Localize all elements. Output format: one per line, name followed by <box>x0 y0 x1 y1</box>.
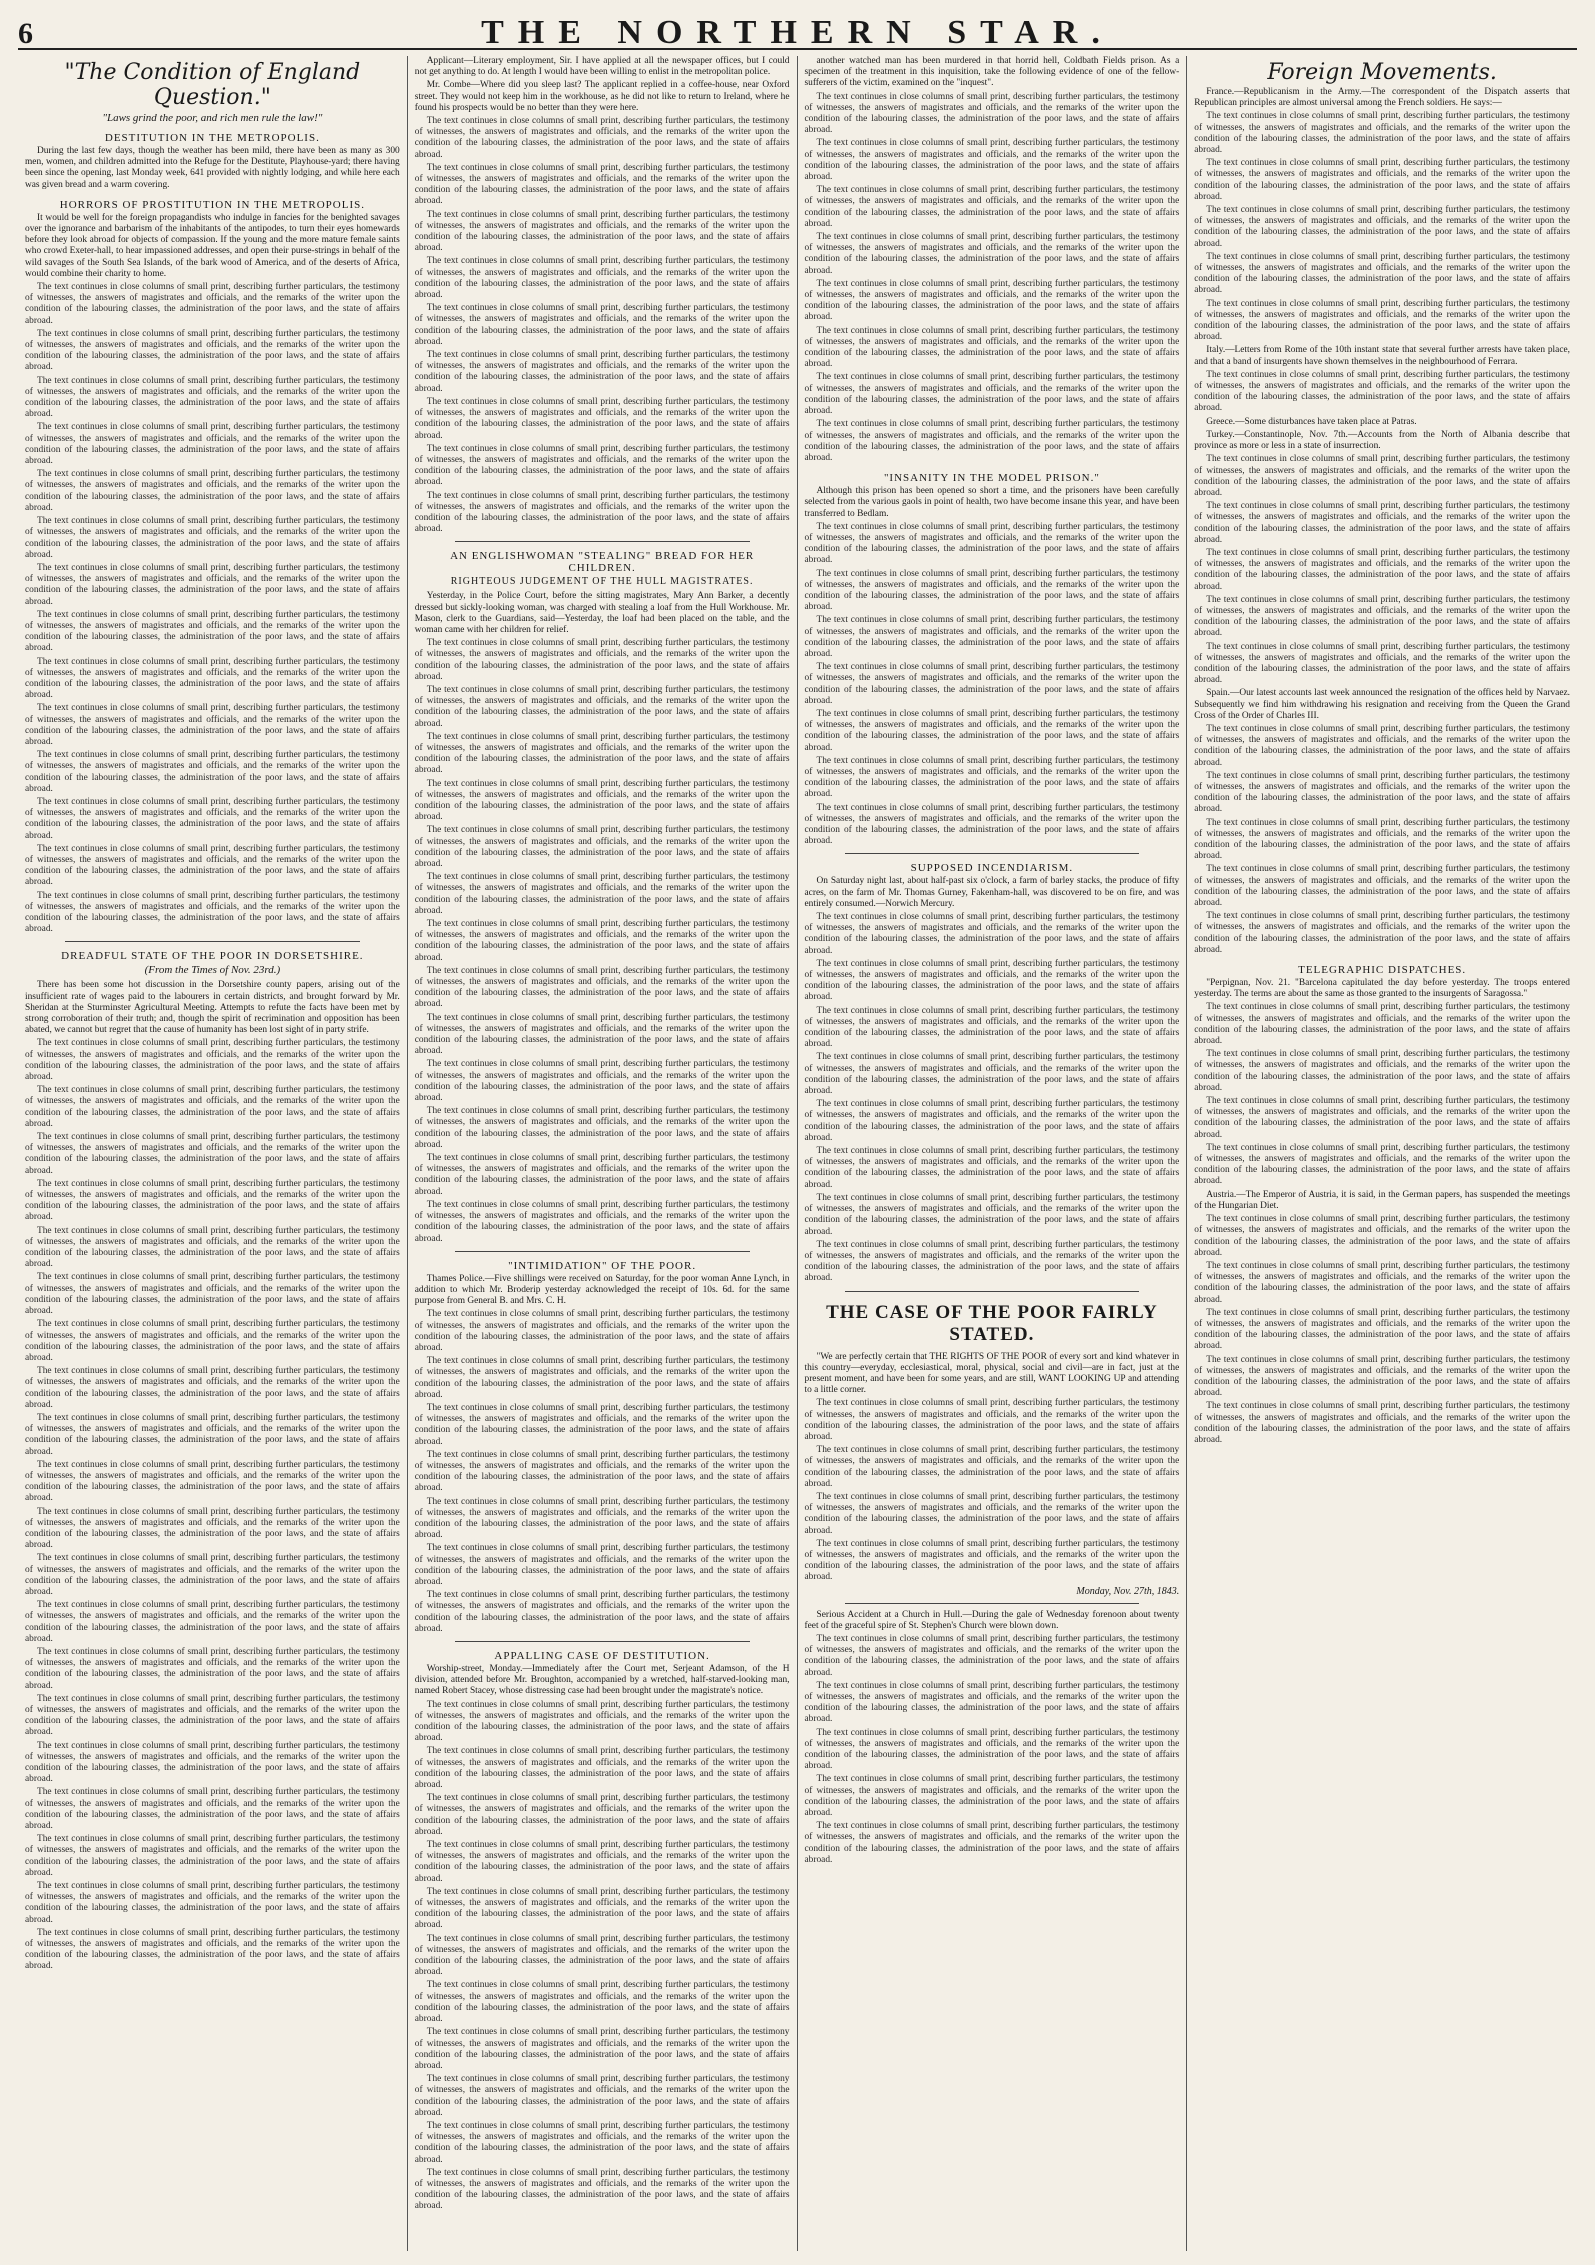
article-paragraph: The text continues in close columns of small print, describing further particulars, the testimony of witnesses, the answers of magistrates and officials, and the remarks of the writer upon the condition of the labouring classes, the administration of the poor laws, and the state of affairs abroad. <box>414 350 790 394</box>
article-paragraph: The text continues in close columns of small print, describing further particulars, the testimony of witnesses, the answers of magistrates and officials, and the remarks of the writer upon the condition of the labouring classes, the administration of the poor laws, and the state of affairs abroad. <box>1194 817 1570 862</box>
article-paragraph: The text continues in close columns of small print, describing further particulars, the testimony of witnesses, the answers of magistrates and officials, and the remarks of the writer upon the condition of the labouring classes, the administration of the poor laws, and the state of affairs abroad. <box>804 1491 1180 1536</box>
article-paragraph: The text continues in close columns of small print, describing further particulars, the testimony of witnesses, the answers of magistrates and officials, and the remarks of the writer upon the condition of the labouring classes, the administration of the poor laws, and the state of affairs abroad. <box>804 1239 1180 1284</box>
article-paragraph: The text continues in close columns of small print, describing further particulars, the testimony of witnesses, the answers of magistrates and officials, and the remarks of the writer upon the condition of the labouring classes, the administration of the poor laws, and the state of affairs abroad. <box>414 731 790 776</box>
article-paragraph: Yesterday, in the Police Court, before the sitting magistrates, Mary Ann Barker, a decently dressed but sickly-looking woman, was charged with stealing a loaf from the Hull Workhouse. Mr. Mason, clerk to the Guardians, said—Yesterday, the loaf had been placed on the table, and the woman came with her children for relief. <box>414 591 790 635</box>
article-paragraph: The text continues in close columns of small print, describing further particulars, the testimony of witnesses, the answers of magistrates and officials, and the remarks of the writer upon the condition of the labouring classes, the administration of the poor laws, and the state of affairs abroad. <box>25 1693 400 1738</box>
article-paragraph: The text continues in close columns of small print, describing further particulars, the testimony of witnesses, the answers of magistrates and officials, and the remarks of the writer upon the condition of the labouring classes, the administration of the poor laws, and the state of affairs abroad. <box>1194 205 1570 249</box>
article-headline: THE CASE OF THE POOR FAIRLY <box>826 1301 1158 1323</box>
article-paragraph: The text continues in close columns of small print, describing further particulars, the testimony of witnesses, the answers of magistrates and officials, and the remarks of the writer upon the condition of the labouring classes, the administration of the poor laws, and the state of affairs abroad. <box>804 278 1180 323</box>
article-paragraph: The text continues in close columns of small print, describing further particulars, the testimony of witnesses, the answers of magistrates and officials, and the remarks of the writer upon the condition of the labouring classes, the administration of the poor laws, and the state of affairs abroad. <box>1194 1142 1570 1187</box>
article-paragraph: The text continues in close columns of small print, describing further particulars, the testimony of witnesses, the answers of magistrates and officials, and the remarks of the writer upon the condition of the labouring classes, the administration of the poor laws, and the state of affairs abroad. <box>414 2167 790 2212</box>
article-paragraph: Mr. Combe—Where did you sleep last? The applicant replied in a coffee-house, near Oxford street. They would not keep him in the workhouse, as he did not like to return to Ireland, where he found his prospects would be no better than they were here. <box>414 80 790 113</box>
article-title: DREADFUL STATE OF THE POOR IN DORSETSHIRE. <box>61 950 364 963</box>
article-paragraph: Worship-street, Monday.—Immediately after the Court met, Serjeant Adamson, of the H division, attended before Mr. Broughton, accompanied by a wretched, half-starved-looking man, named Robert Stacey, whose distressing case had been brought under the magistrate's notice. <box>414 1664 790 1697</box>
article-paragraph: The text continues in close columns of small print, describing further particulars, the testimony of witnesses, the answers of magistrates and officials, and the remarks of the writer upon the condition of the labouring classes, the administration of the poor laws, and the state of affairs abroad. <box>25 1459 400 1504</box>
article-paragraph: France.—Republicanism in the Army.—The correspondent of the Dispatch asserts that Republican principles are almost universal among the French soldiers. He says:— <box>1194 87 1570 109</box>
article-paragraph: The text continues in close columns of small print, describing further particulars, the testimony of witnesses, the answers of magistrates and officials, and the remarks of the writer upon the condition of the labouring classes, the administration of the poor laws, and the state of affairs abroad. <box>25 1553 400 1597</box>
article-title: TELEGRAPHIC DISPATCHES. <box>1298 964 1467 977</box>
article-title: DESTITUTION IN THE METROPOLIS. <box>104 132 320 144</box>
article-paragraph: The text continues in close columns of small print, describing further particulars, the testimony of witnesses, the answers of magistrates and officials, and the remarks of the writer upon the condition of the labouring classes, the administration of the poor laws, and the state of affairs abroad. <box>414 1356 790 1400</box>
article-paragraph: The text continues in close columns of small print, describing further particulars, the testimony of witnesses, the answers of magistrates and officials, and the remarks of the writer upon the condition of the labouring classes, the administration of the poor laws, and the state of affairs abroad. <box>1194 594 1570 639</box>
article-title: "INSANITY IN THE MODEL PRISON." <box>883 472 1100 485</box>
article-paragraph: The text continues in close columns of small print, describing further particulars, the testimony of witnesses, the answers of magistrates and officials, and the remarks of the writer upon the condition of the labouring classes, the administration of the poor laws, and the state of affairs abroad. <box>1194 911 1570 955</box>
article-paragraph: Greece.—Some disturbances have taken place at Patras. <box>1206 416 1417 427</box>
article-paragraph: There has been some hot discussion in the Dorsetshire county papers, arising out of the insufficient rate of wages paid to the labourers in certain districts, and brought forward by Mr. Sheridan at the Sturminster Agricultural Meeting. Attempts to refute the facts have been met by strong corroboration of their truth; and, though the spirit of recrimination and opposition has been abated, we cannot but regret that the cause of humanity has been lost sight of in party strife. <box>25 980 400 1036</box>
article-paragraph: The text continues in close columns of small print, describing further particulars, the testimony of witnesses, the answers of magistrates and officials, and the remarks of the writer upon the condition of the labouring classes, the administration of the poor laws, and the state of affairs abroad. <box>414 1153 790 1197</box>
article-paragraph: The text continues in close columns of small print, describing further particulars, the testimony of witnesses, the answers of magistrates and officials, and the remarks of the writer upon the condition of the labouring classes, the administration of the poor laws, and the state of affairs abroad. <box>25 1319 400 1363</box>
article-paragraph: The text continues in close columns of small print, describing further particulars, the testimony of witnesses, the answers of magistrates and officials, and the remarks of the writer upon the condition of the labouring classes, the administration of the poor laws, and the state of affairs abroad. <box>414 1840 790 1884</box>
article-paragraph: The text continues in close columns of small print, describing further particulars, the testimony of witnesses, the answers of magistrates and officials, and the remarks of the writer upon the condition of the labouring classes, the administration of the poor laws, and the state of affairs abroad. <box>25 1787 400 1832</box>
article-paragraph: Serious Accident at a Church in Hull.—During the gale of Wednesday forenoon about twenty feet of the graceful spire of St. Stephen's Church were blown down. <box>804 1609 1180 1631</box>
column-4 <box>1187 56 1577 2251</box>
article-paragraph: The text continues in close columns of small print, describing further particulars, the testimony of witnesses, the answers of magistrates and officials, and the remarks of the writer upon the condition of the labouring classes, the administration of the poor laws, and the state of affairs abroad. <box>804 802 1180 847</box>
article-subtitle: RIGHTEOUS JUDGEMENT OF THE HULL MAGISTRATES. <box>450 576 754 588</box>
article-paragraph: The text continues in close columns of small print, describing further particulars, the testimony of witnesses, the answers of magistrates and officials, and the remarks of the writer upon the condition of the labouring classes, the administration of the poor laws, and the state of affairs abroad. <box>1194 1260 1570 1305</box>
article-paragraph: The text continues in close columns of small print, describing further particulars, the testimony of witnesses, the answers of magistrates and officials, and the remarks of the writer upon the condition of the labouring classes, the administration of the poor laws, and the state of affairs abroad. <box>414 256 790 301</box>
article-paragraph: The text continues in close columns of small print, describing further particulars, the testimony of witnesses, the answers of magistrates and officials, and the remarks of the writer upon the condition of the labouring classes, the administration of the poor laws, and the state of affairs abroad. <box>25 1740 400 1785</box>
divider <box>455 1641 750 1642</box>
column-3 <box>798 56 1188 2251</box>
article-date: Monday, Nov. 27th, 1843. <box>1076 1585 1180 1597</box>
article-paragraph: The text continues in close columns of small print, describing further particulars, the testimony of witnesses, the answers of magistrates and officials, and the remarks of the writer upon the condition of the labouring classes, the administration of the poor laws, and the state of affairs abroad. <box>414 1746 790 1791</box>
article-paragraph: The text continues in close columns of small print, describing further particulars, the testimony of witnesses, the answers of magistrates and officials, and the remarks of the writer upon the condition of the labouring classes, the administration of the poor laws, and the state of affairs abroad. <box>414 1590 790 1634</box>
article-paragraph: The text continues in close columns of small print, describing further particulars, the testimony of witnesses, the answers of magistrates and officials, and the remarks of the writer upon the condition of the labouring classes, the administration of the poor laws, and the state of affairs abroad. <box>1194 1401 1570 1445</box>
article-title: SUPPOSED INCENDIARISM. <box>910 862 1074 875</box>
page-number: 6 <box>18 17 33 50</box>
article-paragraph: The text continues in close columns of small print, describing further particulars, the testimony of witnesses, the answers of magistrates and officials, and the remarks of the writer upon the condition of the labouring classes, the administration of the poor laws, and the state of affairs abroad. <box>25 1038 400 1083</box>
article-paragraph: The text continues in close columns of small print, describing further particulars, the testimony of witnesses, the answers of magistrates and officials, and the remarks of the writer upon the condition of the labouring classes, the administration of the poor laws, and the state of affairs abroad. <box>25 1506 400 1551</box>
column-2 <box>408 56 798 2251</box>
article-paragraph: The text continues in close columns of small print, describing further particulars, the testimony of witnesses, the answers of magistrates and officials, and the remarks of the writer upon the condition of the labouring classes, the administration of the poor laws, and the state of affairs abroad. <box>804 708 1180 753</box>
article-paragraph: The text continues in close columns of small print, describing further particulars, the testimony of witnesses, the answers of magistrates and officials, and the remarks of the writer upon the condition of the labouring classes, the administration of the poor laws, and the state of affairs abroad. <box>804 1633 1180 1678</box>
article-paragraph: The text continues in close columns of small print, describing further particulars, the testimony of witnesses, the answers of magistrates and officials, and the remarks of the writer upon the condition of the labouring classes, the administration of the poor laws, and the state of affairs abroad. <box>25 750 400 794</box>
divider <box>455 541 750 542</box>
article-paragraph: The text continues in close columns of small print, describing further particulars, the testimony of witnesses, the answers of magistrates and officials, and the remarks of the writer upon the condition of the labouring classes, the administration of the poor laws, and the state of affairs abroad. <box>25 1272 400 1317</box>
article-paragraph: The text continues in close columns of small print, describing further particulars, the testimony of witnesses, the answers of magistrates and officials, and the remarks of the writer upon the condition of the labouring classes, the administration of the poor laws, and the state of affairs abroad. <box>25 609 400 654</box>
article-paragraph: The text continues in close columns of small print, describing further particulars, the testimony of witnesses, the answers of magistrates and officials, and the remarks of the writer upon the condition of the labouring classes, the administration of the poor laws, and the state of affairs abroad. <box>414 778 790 823</box>
article-paragraph: The text continues in close columns of small print, describing further particulars, the testimony of witnesses, the answers of magistrates and officials, and the remarks of the writer upon the condition of the labouring classes, the administration of the poor laws, and the state of affairs abroad. <box>414 919 790 963</box>
article-paragraph: The text continues in close columns of small print, describing further particulars, the testimony of witnesses, the answers of magistrates and officials, and the remarks of the writer upon the condition of the labouring classes, the administration of the poor laws, and the state of affairs abroad. <box>25 375 400 420</box>
article-paragraph: The text continues in close columns of small print, describing further particulars, the testimony of witnesses, the answers of magistrates and officials, and the remarks of the writer upon the condition of the labouring classes, the administration of the poor laws, and the state of affairs abroad. <box>1194 547 1570 592</box>
motto: "Laws grind the poor, and rich men rule the law!" <box>102 112 323 124</box>
article-paragraph: The text continues in close columns of small print, describing further particulars, the testimony of witnesses, the answers of magistrates and officials, and the remarks of the writer upon the condition of the labouring classes, the administration of the poor laws, and the state of affairs abroad. <box>1194 454 1570 498</box>
article-title: APPALLING CASE OF DESTITUTION. <box>494 1650 710 1662</box>
article-paragraph: "Perpignan, Nov. 21. "Barcelona capitulated the day before yesterday. The troops entered yesterday. The terms are about the same as those granted to the insurgents of Saragossa." <box>1194 978 1570 1000</box>
article-paragraph: The text continues in close columns of small print, describing further particulars, the testimony of witnesses, the answers of magistrates and officials, and the remarks of the writer upon the condition of the labouring classes, the administration of the poor laws, and the state of affairs abroad. <box>804 958 1180 1003</box>
article-paragraph: The text continues in close columns of small print, describing further particulars, the testimony of witnesses, the answers of magistrates and officials, and the remarks of the writer upon the condition of the labouring classes, the administration of the poor laws, and the state of affairs abroad. <box>25 1834 400 1878</box>
article-paragraph: The text continues in close columns of small print, describing further particulars, the testimony of witnesses, the answers of magistrates and officials, and the remarks of the writer upon the condition of the labouring classes, the administration of the poor laws, and the state of affairs abroad. <box>414 1012 790 1057</box>
article-paragraph: The text continues in close columns of small print, describing further particulars, the testimony of witnesses, the answers of magistrates and officials, and the remarks of the writer upon the condition of the labouring classes, the administration of the poor laws, and the state of affairs abroad. <box>25 1225 400 1270</box>
article-paragraph: The text continues in close columns of small print, describing further particulars, the testimony of witnesses, the answers of magistrates and officials, and the remarks of the writer upon the condition of the labouring classes, the administration of the poor laws, and the state of affairs abroad. <box>1194 1214 1570 1258</box>
article-title: HORRORS OF PROSTITUTION IN THE METROPOLIS. <box>59 198 365 211</box>
article-paragraph: The text continues in close columns of small print, describing further particulars, the testimony of witnesses, the answers of magistrates and officials, and the remarks of the writer upon the condition of the labouring classes, the administration of the poor laws, and the state of affairs abroad. <box>804 138 1180 183</box>
divider <box>845 1291 1140 1292</box>
divider <box>845 853 1140 854</box>
article-paragraph: The text continues in close columns of small print, describing further particulars, the testimony of witnesses, the answers of magistrates and officials, and the remarks of the writer upon the condition of the labouring classes, the administration of the poor laws, and the state of affairs abroad. <box>25 516 400 560</box>
article-title: "INTIMIDATION" OF THE POOR. <box>508 1259 697 1272</box>
article-paragraph: The text continues in close columns of small print, describing further particulars, the testimony of witnesses, the answers of magistrates and officials, and the remarks of the writer upon the condition of the labouring classes, the administration of the poor laws, and the state of affairs abroad. <box>414 1699 790 1744</box>
article-paragraph: The text continues in close columns of small print, describing further particulars, the testimony of witnesses, the answers of magistrates and officials, and the remarks of the writer upon the condition of the labouring classes, the administration of the poor laws, and the state of affairs abroad. <box>804 1538 1180 1583</box>
article-paragraph: The text continues in close columns of small print, describing further particulars, the testimony of witnesses, the answers of magistrates and officials, and the remarks of the writer upon the condition of the labouring classes, the administration of the poor laws, and the state of affairs abroad. <box>804 325 1180 370</box>
divider <box>65 941 360 942</box>
article-paragraph: The text continues in close columns of small print, describing further particulars, the testimony of witnesses, the answers of magistrates and officials, and the remarks of the writer upon the condition of the labouring classes, the administration of the poor laws, and the state of affairs abroad. <box>804 1192 1180 1237</box>
article-paragraph: The text continues in close columns of small print, describing further particulars, the testimony of witnesses, the answers of magistrates and officials, and the remarks of the writer upon the condition of the labouring classes, the administration of the poor laws, and the state of affairs abroad. <box>25 282 400 326</box>
article-paragraph: The text continues in close columns of small print, describing further particulars, the testimony of witnesses, the answers of magistrates and officials, and the remarks of the writer upon the condition of the labouring classes, the administration of the poor laws, and the state of affairs abroad. <box>1194 641 1570 686</box>
article-paragraph: The text continues in close columns of small print, describing further particulars, the testimony of witnesses, the answers of magistrates and officials, and the remarks of the writer upon the condition of the labouring classes, the administration of the poor laws, and the state of affairs abroad. <box>25 1178 400 1223</box>
article-paragraph: The text continues in close columns of small print, describing further particulars, the testimony of witnesses, the answers of magistrates and officials, and the remarks of the writer upon the condition of the labouring classes, the administration of the poor laws, and the state of affairs abroad. <box>414 1543 790 1587</box>
article-paragraph: The text continues in close columns of small print, describing further particulars, the testimony of witnesses, the answers of magistrates and officials, and the remarks of the writer upon the condition of the labouring classes, the administration of the poor laws, and the state of affairs abroad. <box>25 843 400 888</box>
article-headline: STATED. <box>949 1323 1035 1345</box>
article-paragraph: The text continues in close columns of small print, describing further particulars, the testimony of witnesses, the answers of magistrates and officials, and the remarks of the writer upon the condition of the labouring classes, the administration of the poor laws, and the state of affairs abroad. <box>1194 1049 1570 1093</box>
article-paragraph: Austria.—The Emperor of Austria, it is said, in the German papers, has suspended the meetings of the Hungarian Diet. <box>1194 1189 1570 1211</box>
article-paragraph: The text continues in close columns of small print, describing further particulars, the testimony of witnesses, the answers of magistrates and officials, and the remarks of the writer upon the condition of the labouring classes, the administration of the poor laws, and the state of affairs abroad. <box>414 303 790 347</box>
article-paragraph: The text continues in close columns of small print, describing further particulars, the testimony of witnesses, the answers of magistrates and officials, and the remarks of the writer upon the condition of the labouring classes, the administration of the poor laws, and the state of affairs abroad. <box>1194 298 1570 343</box>
article-paragraph: The text continues in close columns of small print, describing further particulars, the testimony of witnesses, the answers of magistrates and officials, and the remarks of the writer upon the condition of the labouring classes, the administration of the poor laws, and the state of affairs abroad. <box>1194 369 1570 414</box>
article-paragraph: The text continues in close columns of small print, describing further particulars, the testimony of witnesses, the answers of magistrates and officials, and the remarks of the writer upon the condition of the labouring classes, the administration of the poor laws, and the state of affairs abroad. <box>804 662 1180 706</box>
article-paragraph: The text continues in close columns of small print, describing further particulars, the testimony of witnesses, the answers of magistrates and officials, and the remarks of the writer upon the condition of the labouring classes, the administration of the poor laws, and the state of affairs abroad. <box>1194 501 1570 545</box>
article-paragraph: Spain.—Our latest accounts last week announced the resignation of the offices held by Narvaez. Subsequently we find him withdrawing his resignation and receiving from the Queen the Grand Cross of the Order of Charles III. <box>1194 688 1570 721</box>
article-title: AN ENGLISHWOMAN "STEALING" BREAD FOR HER CHILDREN. <box>450 550 755 575</box>
article-paragraph: The text continues in close columns of small print, describing further particulars, the testimony of witnesses, the answers of magistrates and officials, and the remarks of the writer upon the condition of the labouring classes, the administration of the poor laws, and the state of affairs abroad. <box>414 965 790 1010</box>
article-paragraph: "We are perfectly certain that THE RIGHTS OF THE POOR of every sort and kind whatever in this country—everyday, ecclesiastical, moral, physical, social and civil—are in fact, just at the present moment, and have been for some years, and are still, WANT LOOKING UP and attending to a little corner. <box>804 1351 1180 1396</box>
article-paragraph: The text continues in close columns of small print, describing further particulars, the testimony of witnesses, the answers of magistrates and officials, and the remarks of the writer upon the condition of the labouring classes, the administration of the poor laws, and the state of affairs abroad. <box>414 1199 790 1244</box>
section-heading: "The Condition of England Question." <box>64 60 361 110</box>
article-paragraph: The text continues in close columns of small print, describing further particulars, the testimony of witnesses, the answers of magistrates and officials, and the remarks of the writer upon the condition of the labouring classes, the administration of the poor laws, and the state of affairs abroad. <box>804 1398 1180 1442</box>
article-paragraph: The text continues in close columns of small print, describing further particulars, the testimony of witnesses, the answers of magistrates and officials, and the remarks of the writer upon the condition of the labouring classes, the administration of the poor laws, and the state of affairs abroad. <box>25 890 400 935</box>
article-paragraph: The text continues in close columns of small print, describing further particulars, the testimony of witnesses, the answers of magistrates and officials, and the remarks of the writer upon the condition of the labouring classes, the administration of the poor laws, and the state of affairs abroad. <box>804 185 1180 229</box>
article-paragraph: The text continues in close columns of small print, describing further particulars, the testimony of witnesses, the answers of magistrates and officials, and the remarks of the writer upon the condition of the labouring classes, the administration of the poor laws, and the state of affairs abroad. <box>25 1600 400 1644</box>
article-paragraph: The text continues in close columns of small print, describing further particulars, the testimony of witnesses, the answers of magistrates and officials, and the remarks of the writer upon the condition of the labouring classes, the administration of the poor laws, and the state of affairs abroad. <box>804 1774 1180 1819</box>
article-paragraph: Although this prison has been opened so short a time, and the prisoners have been carefully selected from the various gaols in point of health, two have become insane this year, and have been transferred to Bedlam. <box>804 486 1180 519</box>
article-paragraph: The text continues in close columns of small print, describing further particulars, the testimony of witnesses, the answers of magistrates and officials, and the remarks of the writer upon the condition of the labouring classes, the administration of the poor laws, and the state of affairs abroad. <box>804 912 1180 956</box>
article-source: (From the Times of Nov. 23rd.) <box>144 964 281 977</box>
article-paragraph: The text continues in close columns of small print, describing further particulars, the testimony of witnesses, the answers of magistrates and officials, and the remarks of the writer upon the condition of the labouring classes, the administration of the poor laws, and the state of affairs abroad. <box>414 443 790 488</box>
column-1 <box>18 56 408 2251</box>
article-paragraph: The text continues in close columns of small print, describing further particulars, the testimony of witnesses, the answers of magistrates and officials, and the remarks of the writer upon the condition of the labouring classes, the administration of the poor laws, and the state of affairs abroad. <box>1194 1096 1570 1140</box>
article-paragraph: The text continues in close columns of small print, describing further particulars, the testimony of witnesses, the answers of magistrates and officials, and the remarks of the writer upon the condition of the labouring classes, the administration of the poor laws, and the state of affairs abroad. <box>25 328 400 373</box>
article-paragraph: The text continues in close columns of small print, describing further particulars, the testimony of witnesses, the answers of magistrates and officials, and the remarks of the writer upon the condition of the labouring classes, the administration of the poor laws, and the state of affairs abroad. <box>25 1132 400 1176</box>
article-paragraph: The text continues in close columns of small print, describing further particulars, the testimony of witnesses, the answers of magistrates and officials, and the remarks of the writer upon the condition of the labouring classes, the administration of the poor laws, and the state of affairs abroad. <box>1194 1002 1570 1047</box>
article-paragraph: It would be well for the foreign propagandists who indulge in fancies for the benighted savages over the ignorance and barbarism of the inhabitants of the antipodes, to turn their eyes homewards before they look abroad for objects of compassion. If the young and the more mature female saints who crowd Exeter-hall, to hear impassioned addresses, and open their purse-strings in behalf of the wild savages of the South Sea Islands, of the bark wood of America, and of the deserts of Africa, would combine their charity to home. <box>25 212 400 279</box>
article-paragraph: The text continues in close columns of small print, describing further particulars, the testimony of witnesses, the answers of magistrates and officials, and the remarks of the writer upon the condition of the labouring classes, the administration of the poor laws, and the state of affairs abroad. <box>25 656 400 701</box>
article-paragraph: The text continues in close columns of small print, describing further particulars, the testimony of witnesses, the answers of magistrates and officials, and the remarks of the writer upon the condition of the labouring classes, the administration of the poor laws, and the state of affairs abroad. <box>1194 158 1570 202</box>
article-paragraph: The text continues in close columns of small print, describing further particulars, the testimony of witnesses, the answers of magistrates and officials, and the remarks of the writer upon the condition of the labouring classes, the administration of the poor laws, and the state of affairs abroad. <box>804 1727 1180 1772</box>
article-paragraph: The text continues in close columns of small print, describing further particulars, the testimony of witnesses, the answers of magistrates and officials, and the remarks of the writer upon the condition of the labouring classes, the administration of the poor laws, and the state of affairs abroad. <box>414 490 790 535</box>
article-paragraph: The text continues in close columns of small print, describing further particulars, the testimony of witnesses, the answers of magistrates and officials, and the remarks of the writer upon the condition of the labouring classes, the administration of the poor laws, and the state of affairs abroad. <box>804 1005 1180 1050</box>
article-paragraph: The text continues in close columns of small print, describing further particulars, the testimony of witnesses, the answers of magistrates and officials, and the remarks of the writer upon the condition of the labouring classes, the administration of the poor laws, and the state of affairs abroad. <box>414 2074 790 2118</box>
article-paragraph: Italy.—Letters from Rome of the 10th instant state that several further arrests have taken place, and that a band of insurgents have shown themselves in the neighbourhood of Ferrara. <box>1194 345 1570 367</box>
article-paragraph: The text continues in close columns of small print, describing further particulars, the testimony of witnesses, the answers of magistrates and officials, and the remarks of the writer upon the condition of the labouring classes, the administration of the poor laws, and the state of affairs abroad. <box>804 1680 1180 1725</box>
article-paragraph: The text continues in close columns of small print, describing further particulars, the testimony of witnesses, the answers of magistrates and officials, and the remarks of the writer upon the condition of the labouring classes, the administration of the poor laws, and the state of affairs abroad. <box>25 1366 400 1410</box>
article-paragraph: The text continues in close columns of small print, describing further particulars, the testimony of witnesses, the answers of magistrates and officials, and the remarks of the writer upon the condition of the labouring classes, the administration of the poor laws, and the state of affairs abroad. <box>804 232 1180 276</box>
article-paragraph: The text continues in close columns of small print, describing further particulars, the testimony of witnesses, the answers of magistrates and officials, and the remarks of the writer upon the condition of the labouring classes, the administration of the poor laws, and the state of affairs abroad. <box>414 872 790 916</box>
article-paragraph: The text continues in close columns of small print, describing further particulars, the testimony of witnesses, the answers of magistrates and officials, and the remarks of the writer upon the condition of the labouring classes, the administration of the poor laws, and the state of affairs abroad. <box>25 796 400 841</box>
article-paragraph: The text continues in close columns of small print, describing further particulars, the testimony of witnesses, the answers of magistrates and officials, and the remarks of the writer upon the condition of the labouring classes, the administration of the poor laws, and the state of affairs abroad. <box>414 2027 790 2071</box>
article-paragraph: The text continues in close columns of small print, describing further particulars, the testimony of witnesses, the answers of magistrates and officials, and the remarks of the writer upon the condition of the labouring classes, the administration of the poor laws, and the state of affairs abroad. <box>1194 864 1570 909</box>
article-paragraph: During the last few days, though the weather has been mild, there have been as many as 300 men, women, and children admitted into the Refuge for the Destitute, Playhouse-yard; there having been since the opening, last Monday week, 641 provided with nightly lodging, and while here each was given bread and a warm covering. <box>25 146 400 190</box>
article-paragraph: The text continues in close columns of small print, describing further particulars, the testimony of witnesses, the answers of magistrates and officials, and the remarks of the writer upon the condition of the labouring classes, the administration of the poor laws, and the state of affairs abroad. <box>25 562 400 607</box>
article-paragraph: The text continues in close columns of small print, describing further particulars, the testimony of witnesses, the answers of magistrates and officials, and the remarks of the writer upon the condition of the labouring classes, the administration of the poor laws, and the state of affairs abroad. <box>414 1059 790 1104</box>
article-paragraph: The text continues in close columns of small print, describing further particulars, the testimony of witnesses, the answers of magistrates and officials, and the remarks of the writer upon the condition of the labouring classes, the administration of the poor laws, and the state of affairs abroad. <box>414 825 790 869</box>
masthead <box>18 14 1577 50</box>
article-paragraph: The text continues in close columns of small print, describing further particulars, the testimony of witnesses, the answers of magistrates and officials, and the remarks of the writer upon the condition of the labouring classes, the administration of the poor laws, and the state of affairs abroad. <box>414 116 790 160</box>
article-paragraph: The text continues in close columns of small print, describing further particulars, the testimony of witnesses, the answers of magistrates and officials, and the remarks of the writer upon the condition of the labouring classes, the administration of the poor laws, and the state of affairs abroad. <box>1194 1354 1570 1399</box>
article-paragraph: The text continues in close columns of small print, describing further particulars, the testimony of witnesses, the answers of magistrates and officials, and the remarks of the writer upon the condition of the labouring classes, the administration of the poor laws, and the state of affairs abroad. <box>804 1052 1180 1097</box>
article-paragraph: The text continues in close columns of small print, describing further particulars, the testimony of witnesses, the answers of magistrates and officials, and the remarks of the writer upon the condition of the labouring classes, the administration of the poor laws, and the state of affairs abroad. <box>804 1146 1180 1190</box>
article-paragraph: The text continues in close columns of small print, describing further particulars, the testimony of witnesses, the answers of magistrates and officials, and the remarks of the writer upon the condition of the labouring classes, the administration of the poor laws, and the state of affairs abroad. <box>1194 723 1570 768</box>
article-paragraph: The text continues in close columns of small print, describing further particulars, the testimony of witnesses, the answers of magistrates and officials, and the remarks of the writer upon the condition of the labouring classes, the administration of the poor laws, and the state of affairs abroad. <box>25 1881 400 1925</box>
article-paragraph: The text continues in close columns of small print, describing further particulars, the testimony of witnesses, the answers of magistrates and officials, and the remarks of the writer upon the condition of the labouring classes, the administration of the poor laws, and the state of affairs abroad. <box>414 2120 790 2165</box>
article-paragraph: Thames Police.—Five shillings were received on Saturday, for the poor woman Anne Lynch, in addition to which Mr. Broderip yesterday acknowledged the receipt of 10s. 6d. for the same purpose from General B. and Mrs. C. H. <box>414 1273 790 1307</box>
article-paragraph: The text continues in close columns of small print, describing further particulars, the testimony of witnesses, the answers of magistrates and officials, and the remarks of the writer upon the condition of the labouring classes, the administration of the poor laws, and the state of affairs abroad. <box>25 703 400 747</box>
article-paragraph: The text continues in close columns of small print, describing further particulars, the testimony of witnesses, the answers of magistrates and officials, and the remarks of the writer upon the condition of the labouring classes, the administration of the poor laws, and the state of affairs abroad. <box>25 469 400 513</box>
article-paragraph: The text continues in close columns of small print, describing further particulars, the testimony of witnesses, the answers of magistrates and officials, and the remarks of the writer upon the condition of the labouring classes, the administration of the poor laws, and the state of affairs abroad. <box>25 1412 400 1457</box>
divider <box>845 1603 1140 1604</box>
article-paragraph: The text continues in close columns of small print, describing further particulars, the testimony of witnesses, the answers of magistrates and officials, and the remarks of the writer upon the condition of the labouring classes, the administration of the poor laws, and the state of affairs abroad. <box>414 1933 790 1978</box>
article-paragraph: The text continues in close columns of small print, describing further particulars, the testimony of witnesses, the answers of magistrates and officials, and the remarks of the writer upon the condition of the labouring classes, the administration of the poor laws, and the state of affairs abroad. <box>25 1646 400 1691</box>
article-paragraph: The text continues in close columns of small print, describing further particulars, the testimony of witnesses, the answers of magistrates and officials, and the remarks of the writer upon the condition of the labouring classes, the administration of the poor laws, and the state of affairs abroad. <box>1194 1307 1570 1352</box>
article-paragraph: The text continues in close columns of small print, describing further particulars, the testimony of witnesses, the answers of magistrates and officials, and the remarks of the writer upon the condition of the labouring classes, the administration of the poor laws, and the state of affairs abroad. <box>1194 770 1570 815</box>
article-paragraph: The text continues in close columns of small print, describing further particulars, the testimony of witnesses, the answers of magistrates and officials, and the remarks of the writer upon the condition of the labouring classes, the administration of the poor laws, and the state of affairs abroad. <box>414 1449 790 1494</box>
article-paragraph: The text continues in close columns of small print, describing further particulars, the testimony of witnesses, the answers of magistrates and officials, and the remarks of the writer upon the condition of the labouring classes, the administration of the poor laws, and the state of affairs abroad. <box>1194 251 1570 296</box>
article-paragraph: The text continues in close columns of small print, describing further particulars, the testimony of witnesses, the answers of magistrates and officials, and the remarks of the writer upon the condition of the labouring classes, the administration of the poor laws, and the state of affairs abroad. <box>414 638 790 682</box>
article-paragraph: The text continues in close columns of small print, describing further particulars, the testimony of witnesses, the answers of magistrates and officials, and the remarks of the writer upon the condition of the labouring classes, the administration of the poor laws, and the state of affairs abroad. <box>804 755 1180 800</box>
article-paragraph: The text continues in close columns of small print, describing further particulars, the testimony of witnesses, the answers of magistrates and officials, and the remarks of the writer upon the condition of the labouring classes, the administration of the poor laws, and the state of affairs abroad. <box>414 209 790 254</box>
article-paragraph: The text continues in close columns of small print, describing further particulars, the testimony of witnesses, the answers of magistrates and officials, and the remarks of the writer upon the condition of the labouring classes, the administration of the poor laws, and the state of affairs abroad. <box>414 1309 790 1353</box>
columns <box>18 56 1577 2251</box>
article-paragraph: The text continues in close columns of small print, describing further particulars, the testimony of witnesses, the answers of magistrates and officials, and the remarks of the writer upon the condition of the labouring classes, the administration of the poor laws, and the state of affairs abroad. <box>804 521 1180 566</box>
article-paragraph: The text continues in close columns of small print, describing further particulars, the testimony of witnesses, the answers of magistrates and officials, and the remarks of the writer upon the condition of the labouring classes, the administration of the poor laws, and the state of affairs abroad. <box>414 684 790 729</box>
article-paragraph: Turkey.—Constantinople, Nov. 7th.—Accounts from the North of Albania describe that province as more or less in a state of insurrection. <box>1194 429 1570 452</box>
article-paragraph: The text continues in close columns of small print, describing further particulars, the testimony of witnesses, the answers of magistrates and officials, and the remarks of the writer upon the condition of the labouring classes, the administration of the poor laws, and the state of affairs abroad. <box>25 1085 400 1129</box>
article-paragraph: The text continues in close columns of small print, describing further particulars, the testimony of witnesses, the answers of magistrates and officials, and the remarks of the writer upon the condition of the labouring classes, the administration of the poor laws, and the state of affairs abroad. <box>414 1980 790 2025</box>
article-paragraph: The text continues in close columns of small print, describing further particulars, the testimony of witnesses, the answers of magistrates and officials, and the remarks of the writer upon the condition of the labouring classes, the administration of the poor laws, and the state of affairs abroad. <box>414 1106 790 1150</box>
article-paragraph: The text continues in close columns of small print, describing further particulars, the testimony of witnesses, the answers of magistrates and officials, and the remarks of the writer upon the condition of the labouring classes, the administration of the poor laws, and the state of affairs abroad. <box>804 1099 1180 1143</box>
article-paragraph: The text continues in close columns of small print, describing further particulars, the testimony of witnesses, the answers of magistrates and officials, and the remarks of the writer upon the condition of the labouring classes, the administration of the poor laws, and the state of affairs abroad. <box>804 568 1180 613</box>
article-paragraph: The text continues in close columns of small print, describing further particulars, the testimony of witnesses, the answers of magistrates and officials, and the remarks of the writer upon the condition of the labouring classes, the administration of the poor laws, and the state of affairs abroad. <box>804 615 1180 659</box>
article-paragraph: The text continues in close columns of small print, describing further particulars, the testimony of witnesses, the answers of magistrates and officials, and the remarks of the writer upon the condition of the labouring classes, the administration of the poor laws, and the state of affairs abroad. <box>804 372 1180 417</box>
article-paragraph: The text continues in close columns of small print, describing further particulars, the testimony of witnesses, the answers of magistrates and officials, and the remarks of the writer upon the condition of the labouring classes, the administration of the poor laws, and the state of affairs abroad. <box>414 396 790 441</box>
article-paragraph: Applicant—Literary employment, Sir. I have applied at all the newspaper offices, but I could not get anything to do. At length I would have been willing to enlist in the metropolitan police. <box>414 56 790 78</box>
article-paragraph: The text continues in close columns of small print, describing further particulars, the testimony of witnesses, the answers of magistrates and officials, and the remarks of the writer upon the condition of the labouring classes, the administration of the poor laws, and the state of affairs abroad. <box>804 1445 1180 1489</box>
newspaper-title: THE NORTHERN STAR. <box>481 14 1114 51</box>
article-paragraph: The text continues in close columns of small print, describing further particulars, the testimony of witnesses, the answers of magistrates and officials, and the remarks of the writer upon the condition of the labouring classes, the administration of the poor laws, and the state of affairs abroad. <box>804 419 1180 463</box>
divider <box>455 1251 750 1252</box>
article-paragraph: The text continues in close columns of small print, describing further particulars, the testimony of witnesses, the answers of magistrates and officials, and the remarks of the writer upon the condition of the labouring classes, the administration of the poor laws, and the state of affairs abroad. <box>414 1402 790 1447</box>
article-paragraph: another watched man has been murdered in that horrid hell, Coldbath Fields prison. As a specimen of the treatment in this inquisition, take the following evidence of one of the fellow-sufferers of the victim, examined on the "inquest". <box>804 56 1180 89</box>
article-paragraph: The text continues in close columns of small print, describing further particulars, the testimony of witnesses, the answers of magistrates and officials, and the remarks of the writer upon the condition of the labouring classes, the administration of the poor laws, and the state of affairs abroad. <box>414 1886 790 1931</box>
section-heading: Foreign Movements. <box>1267 60 1497 85</box>
article-paragraph: The text continues in close columns of small print, describing further particulars, the testimony of witnesses, the answers of magistrates and officials, and the remarks of the writer upon the condition of the labouring classes, the administration of the poor laws, and the state of affairs abroad. <box>25 1927 400 1972</box>
article-paragraph: The text continues in close columns of small print, describing further particulars, the testimony of witnesses, the answers of magistrates and officials, and the remarks of the writer upon the condition of the labouring classes, the administration of the poor laws, and the state of affairs abroad. <box>414 162 790 207</box>
article-paragraph: The text continues in close columns of small print, describing further particulars, the testimony of witnesses, the answers of magistrates and officials, and the remarks of the writer upon the condition of the labouring classes, the administration of the poor laws, and the state of affairs abroad. <box>1194 111 1570 156</box>
article-paragraph: The text continues in close columns of small print, describing further particulars, the testimony of witnesses, the answers of magistrates and officials, and the remarks of the writer upon the condition of the labouring classes, the administration of the poor laws, and the state of affairs abroad. <box>414 1793 790 1837</box>
article-paragraph: The text continues in close columns of small print, describing further particulars, the testimony of witnesses, the answers of magistrates and officials, and the remarks of the writer upon the condition of the labouring classes, the administration of the poor laws, and the state of affairs abroad. <box>414 1496 790 1541</box>
article-paragraph: The text continues in close columns of small print, describing further particulars, the testimony of witnesses, the answers of magistrates and officials, and the remarks of the writer upon the condition of the labouring classes, the administration of the poor laws, and the state of affairs abroad. <box>804 91 1180 136</box>
article-paragraph: On Saturday night last, about half-past six o'clock, a farm of barley stacks, the produce of fifty acres, on the farm of Mr. Thomas Gurney, Fakenham-hall, was discovered to be on fire, and was entirely consumed.—Norwich Mercury. <box>804 876 1180 909</box>
article-paragraph: The text continues in close columns of small print, describing further particulars, the testimony of witnesses, the answers of magistrates and officials, and the remarks of the writer upon the condition of the labouring classes, the administration of the poor laws, and the state of affairs abroad. <box>25 422 400 467</box>
article-paragraph: The text continues in close columns of small print, describing further particulars, the testimony of witnesses, the answers of magistrates and officials, and the remarks of the writer upon the condition of the labouring classes, the administration of the poor laws, and the state of affairs abroad. <box>804 1821 1180 1865</box>
